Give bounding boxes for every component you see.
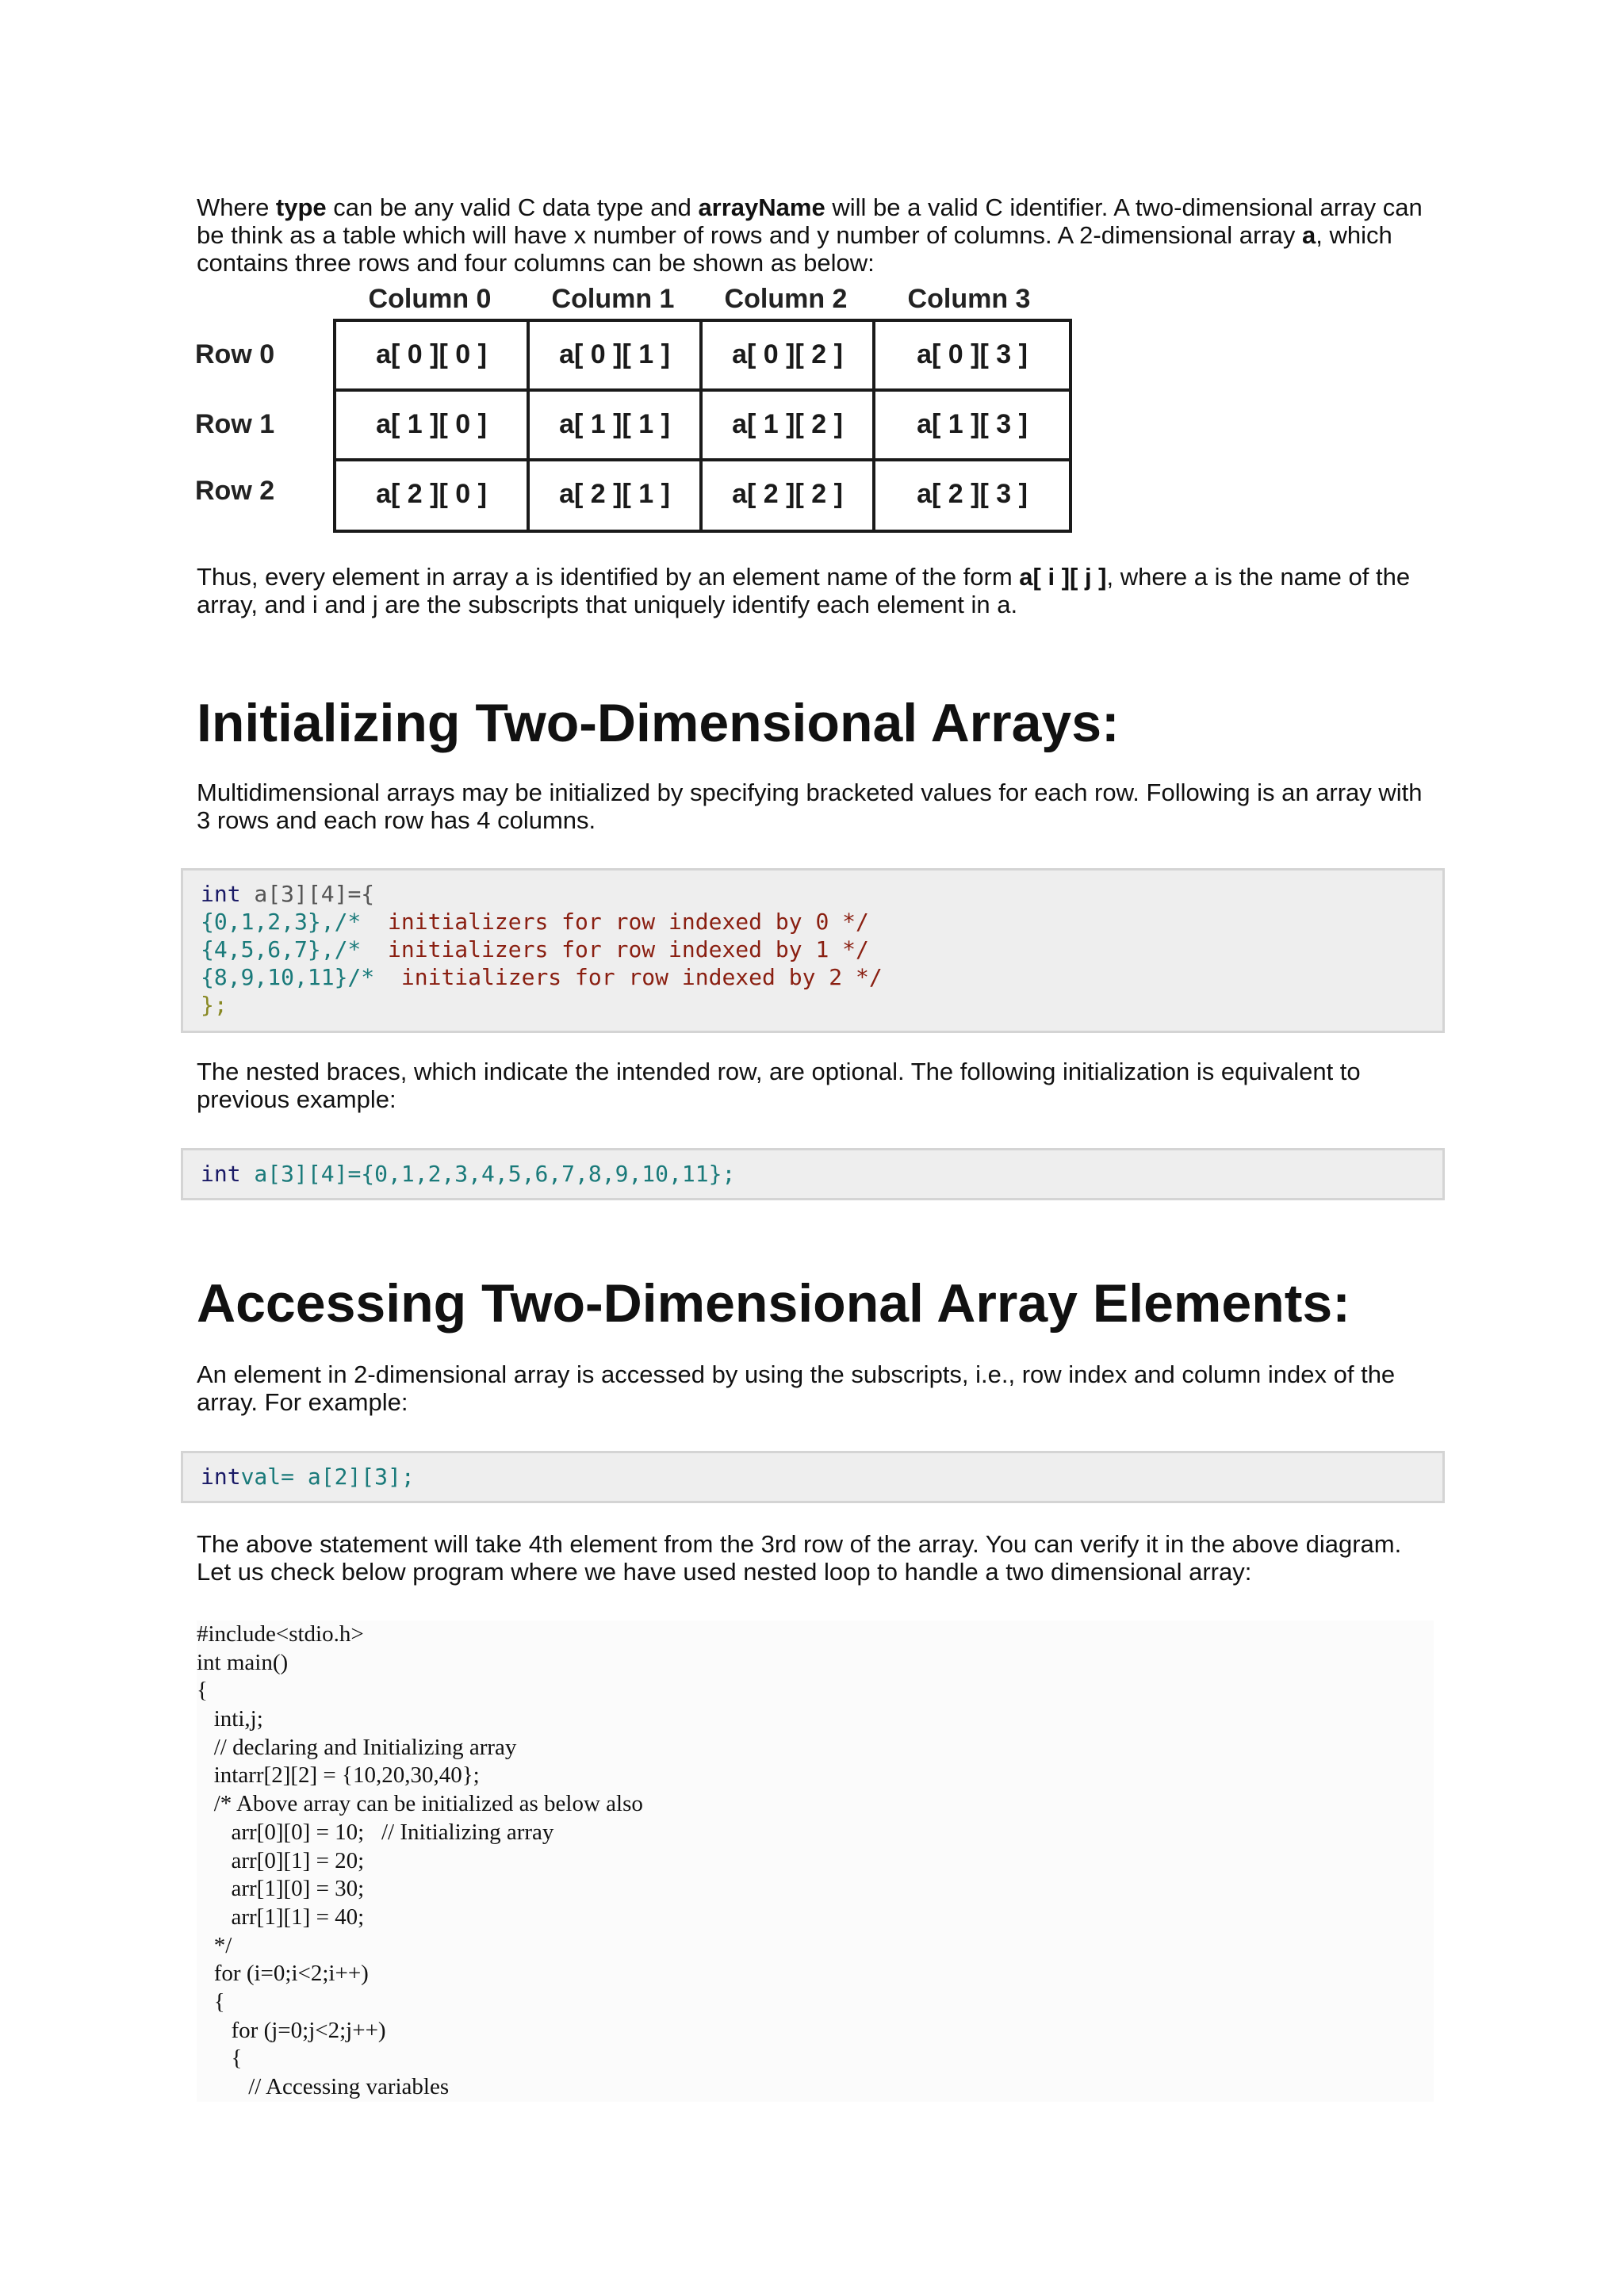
program-line: arr[1][1] = 40; [197,1904,1434,1932]
array-cell: a[ 2 ][ 1 ] [527,458,703,533]
program-line: arr[0][0] = 10; // Initializing array [197,1819,1434,1847]
array-cell: a[ 1 ][ 0 ] [333,388,530,461]
column-header: Column 0 [368,284,492,314]
code-comment: initializers for row indexed by 2 */ [374,964,883,990]
column-header: Column 1 [551,284,675,314]
array-cell: a[ 2 ][ 0 ] [333,458,530,533]
nested-braces-paragraph: The nested braces, which indicate the intended row, are optional. The following initialization is equivalent to previous example: [197,1058,1361,1113]
code-keyword: int [201,1464,241,1490]
keyword-type: type [275,193,327,221]
section-heading-initializing: Initializing Two-Dimensional Arrays: [197,693,1120,753]
column-header: Column 3 [907,284,1031,314]
array-cell: a[ 2 ][ 3 ] [872,458,1072,533]
code-keyword: int [201,881,241,907]
program-line: // declaring and Initializing array [197,1734,1434,1762]
thus-text: , where a is the name of the array, and i and j are the subscripts that uniquely identify each element in a. [197,563,1411,618]
code-line [201,880,1425,908]
program-line: for (i=0;i<2;i++) [197,1960,1434,1988]
program-listing [197,1621,1434,2102]
code-text: {8,9,10,11}/* [201,964,375,990]
code-keyword: int [201,1161,241,1187]
program-line: #include<stdio.h> [197,1621,1434,1649]
array-cell: a[ 0 ][ 2 ] [699,319,875,392]
code-text: a[3][4]={0,1,2,3,4,5,6,7,8,9,10,11}; [240,1161,736,1187]
array-cell: a[ 0 ][ 0 ] [333,319,530,392]
code-line [201,936,1425,963]
row-header: Row 0 [195,339,275,369]
intro-paragraph [197,193,1431,277]
program-line: /* Above array can be initialized as below also [197,1790,1434,1819]
keyword-a: a [1301,221,1316,249]
code-text: a[3][4]={ [240,881,375,907]
program-line: arr[0][1] = 20; [197,1847,1434,1876]
row-header: Row 1 [195,409,275,439]
intro-text: , which contains three rows and four columns can be shown as below: [197,221,1392,277]
program-line: // Accessing variables [197,2073,1434,2102]
array-cell: a[ 1 ][ 2 ] [699,388,875,461]
code-text: {0,1,2,3},/* [201,909,362,935]
code-line [201,1160,1425,1188]
program-line: inti,j; [197,1705,1434,1734]
code-text: }; [201,992,228,1018]
section-heading-accessing: Accessing Two-Dimensional Array Elements: [197,1273,1350,1334]
program-line: { [197,2045,1434,2073]
program-line: { [197,1988,1434,2017]
row-header: Row 2 [195,476,275,506]
code-line [201,908,1425,936]
code-line [201,991,1425,1019]
program-line: for (j=0;j<2;j++) [197,2017,1434,2045]
array-cell: a[ 0 ][ 3 ] [872,319,1072,392]
intro-text: will be a valid C identifier. A two-dimensional array can be think as a table which will have x number of rows and y number of columns. A 2-dimensional array [197,193,1423,249]
code-block-access [181,1451,1445,1503]
code-line [201,1463,1425,1490]
code-comment: initializers for row indexed by 1 */ [361,936,869,962]
program-line: int main() [197,1649,1434,1678]
above-statement-paragraph: The above statement will take 4th element from the 3rd row of the array. You can verify it in the above diagram. Let us check below program where we have used nested loop to handle a two dimensional array: [197,1530,1402,1586]
column-header: Column 2 [724,284,848,314]
array-cell: a[ 2 ][ 2 ] [699,458,875,533]
array-cell: a[ 1 ][ 3 ] [872,388,1072,461]
thus-text: Thus, every element in array a is identified by an element name of the form [197,563,1020,591]
array-cell: a[ 1 ][ 1 ] [527,388,703,461]
code-block-flat-initializer [181,1148,1445,1200]
array-diagram [195,279,1075,541]
thus-paragraph [197,563,1431,618]
intro-text: can be any valid C data type and [326,193,699,221]
initializing-paragraph: Multidimensional arrays may be initialized by specifying bracketed values for each row. Following is an array with 3 rows and each row has 4 columns. [197,779,1423,834]
element-form: a[ i ][ j ] [1019,563,1107,591]
array-grid [333,319,1202,533]
program-line: arr[1][0] = 30; [197,1875,1434,1904]
code-text: val= a[2][3]; [240,1464,415,1490]
intro-text: Where [197,193,276,221]
program-line: */ [197,1932,1434,1961]
code-block-initializer [181,868,1445,1033]
keyword-arrayname: arrayName [698,193,825,221]
code-line [201,963,1425,991]
program-line: intarr[2][2] = {10,20,30,40}; [197,1762,1434,1790]
accessing-paragraph: An element in 2-dimensional array is accessed by using the subscripts, i.e., row index and column index of the array. For example: [197,1360,1396,1416]
code-comment: initializers for row indexed by 0 */ [361,909,869,935]
array-cell: a[ 0 ][ 1 ] [527,319,703,392]
code-text: {4,5,6,7},/* [201,936,362,962]
program-line: { [197,1677,1434,1705]
